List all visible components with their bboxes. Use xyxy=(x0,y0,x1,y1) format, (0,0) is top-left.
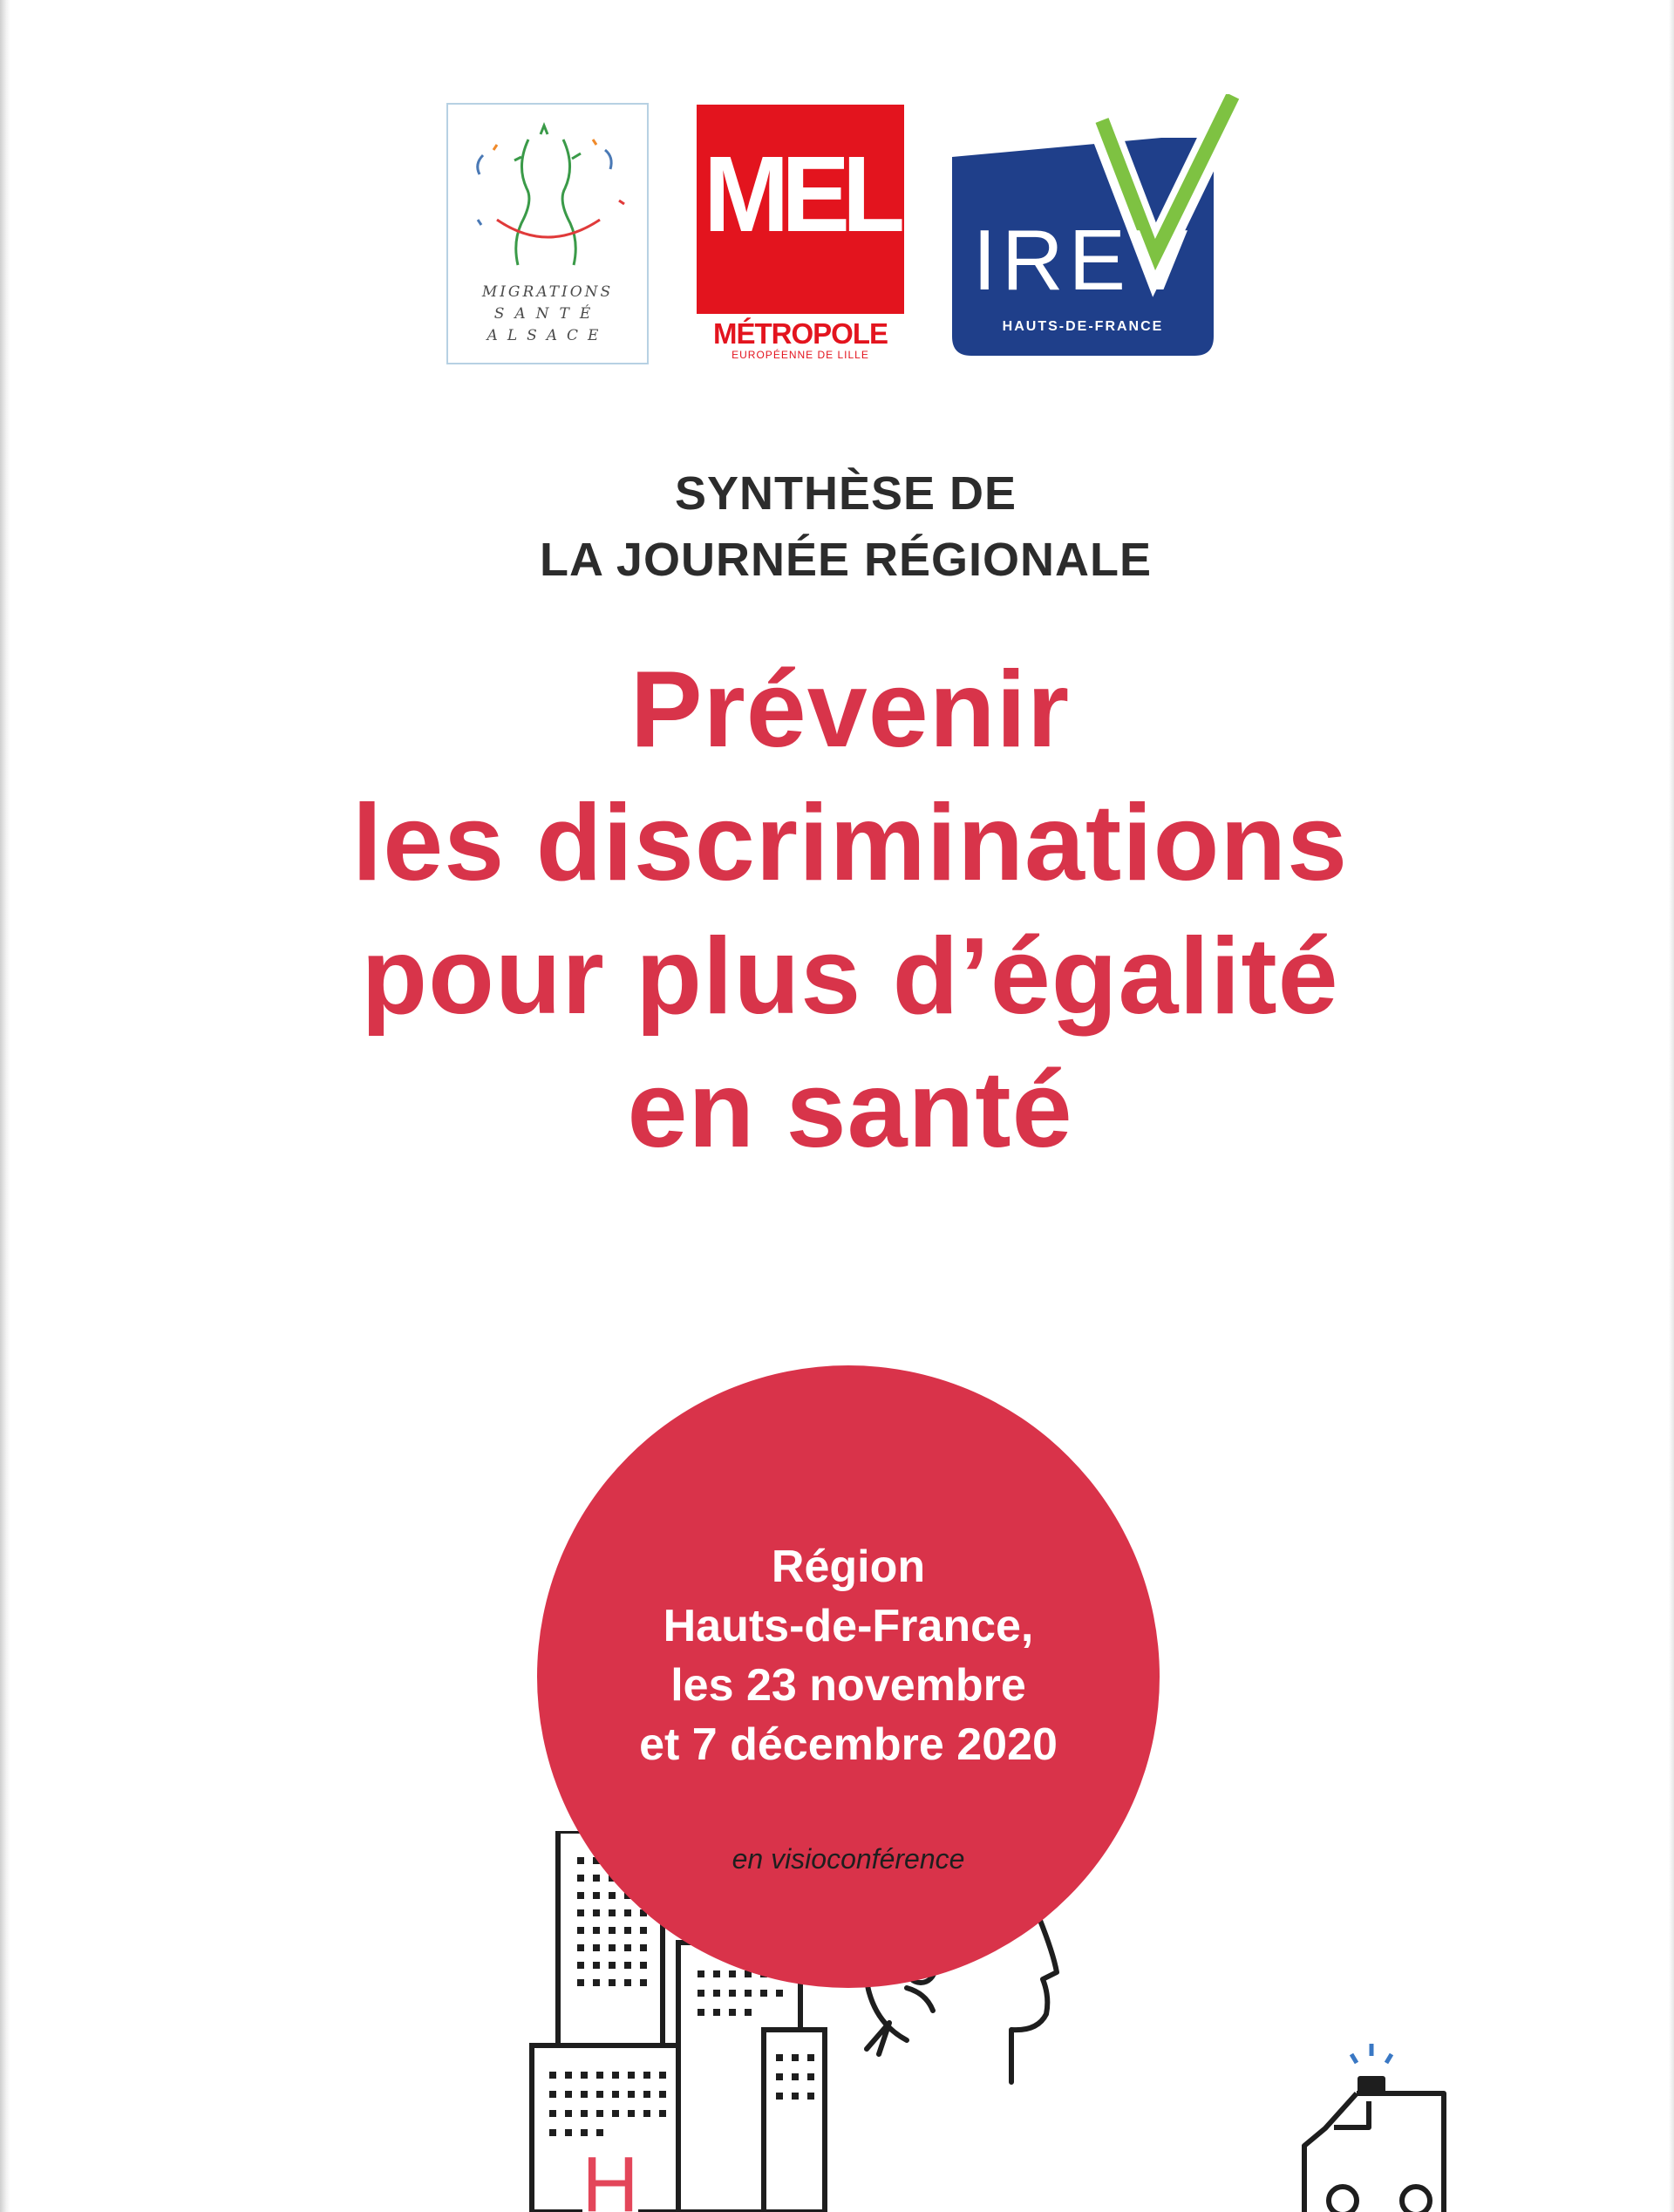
event-line-2: Hauts-de-France, xyxy=(663,1601,1034,1651)
ambulance-icon xyxy=(1304,2044,1444,2212)
mel-metropole-label: MÉTROPOLE xyxy=(712,317,888,350)
event-info-circle xyxy=(537,1365,1160,1988)
irev-wordmark: IREV xyxy=(972,212,1194,308)
event-details xyxy=(537,1537,1160,1774)
kicker-line-1: SYNTHÈSE DE xyxy=(674,467,1017,520)
document-title xyxy=(0,643,1674,1177)
title-line-4: en santé xyxy=(627,1050,1073,1170)
title-line-1: Prévenir xyxy=(629,650,1071,770)
event-mode: en visioconférence xyxy=(732,1843,965,1875)
sante-word: SANTÉ xyxy=(493,305,602,323)
alsace-word: ALSACE xyxy=(487,327,609,344)
migrations-sante-alsace-wordmark xyxy=(448,282,647,347)
kicker-line-2: LA JOURNÉE RÉGIONALE xyxy=(539,534,1153,586)
hospital-sign-letter: H xyxy=(582,2141,639,2212)
migrations-sante-alsace-logo xyxy=(446,103,649,364)
mel-logo xyxy=(697,105,904,364)
mel-subtitle: EUROPÉENNE DE LILLE xyxy=(732,349,869,361)
migrations-word: MIGRATIONS xyxy=(481,283,614,301)
event-line-4: et 7 décembre 2020 xyxy=(639,1719,1058,1770)
title-line-2: les discriminations xyxy=(351,783,1349,903)
title-line-3: pour plus d’égalité xyxy=(361,916,1339,1037)
irev-subtitle: HAUTS-DE-FRANCE xyxy=(1002,319,1164,334)
event-line-3: les 23 novembre xyxy=(670,1660,1026,1711)
synthesis-kicker xyxy=(0,460,1674,593)
irev-logo xyxy=(952,94,1249,366)
mel-wordmark: MEL xyxy=(703,133,898,255)
event-line-1: Région xyxy=(771,1542,926,1592)
partner-logos xyxy=(0,94,1674,373)
